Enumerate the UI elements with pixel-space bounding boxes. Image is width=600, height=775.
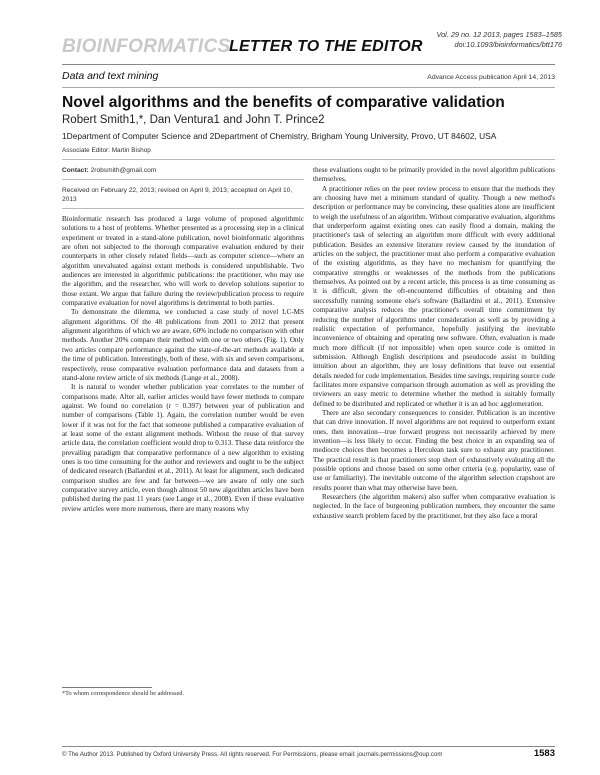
body-paragraph: these evaluations ought to be primarily provided in the novel algorithm publications themselves. [313,166,555,184]
contact-email[interactable]: 2robsmith@gmail.com [90,167,157,174]
contact-label: Contact: [62,167,89,174]
doi-link[interactable]: doi:10.1093/bioinformatics/btt176 [454,40,562,49]
affiliations: 1Department of Computer Science and 2Department of Chemistry, Brigham Young University, Provo, UT 84602, USA [62,131,497,141]
author-list: Robert Smith1,*, Dan Ventura1 and John T. Prince2 [62,114,325,126]
body-paragraph: There are also secondary consequences to consider. Publication is an incentive that can drive innovation. If novel algorithms are not required to outperform extant ones, then innovation—true forward progress not necessarily achieved by mere invention—is less likely to occur. Finding the best choice in an expanding sea of mediocre choices then becomes a Herculean task sure to exhaust any practitioner. The practical result is that practitioners stop short of exhaustively evaluating all the possible options and choose based on some other criteria (e.g. popularity, ease of use or familiarity). The inevitable outcome of the algorithm selection crapshoot are results poorer than what may otherwise have been. [313,408,555,492]
footnote-divider [62,687,152,688]
associate-editor: Associate Editor: Martin Bishop [62,147,151,154]
received-dates: Received on February 22, 2013; revised on April 9, 2013; accepted on April 10, 2013 [62,187,293,203]
article-type: LETTER TO THE EDITOR [229,38,423,55]
body-paragraph: To demonstrate the dilemma, we conducted a case study of novel LC-MS alignment algorithms. Of the 48 publications from 2001 to 2012 that present alignment algorithms of which we are aware, 60% include no comparison with other methods. Another 20% compare their method with one or two others (Fig. 1). Only two articles compare performance against the state-of-the-art methods available at the time of publication. Interestingly, both of these, with six and seven comparisons, respectively, reuse comparative evaluation performance data and datasets from a stand-alone review article of six methods (Lange et al., 2008). [62,308,304,382]
header-divider [62,64,555,65]
copyright-notice: © The Author 2013. Published by Oxford University Press. All rights reserved. For Permissions, please email: journals.permissions@oup.com [62,751,443,758]
advance-access-note: Advance Access publication April 14, 2013 [427,74,555,81]
journal-name: BIOINFORMATICS [62,36,231,57]
correspondence-footnote: *To whom correspondence should be addressed. [62,690,184,697]
volume-line: Vol. 29 no. 12 2013, pages 1583–1585 [436,30,562,39]
body-paragraph: Bioinformatic research has produced a large volume of proposed algorithmic solutions to a host of problems. Whether presented as a processing step in a clinical experiment or treated in a stand-alone publication, novel bioinformatic algorithms are often not subjected to the thorough comparative evaluation endured by their counterparts in other closely related fields—such as computer science—where an algorithm unevaluated against extant methods is considered unpublishable. Two audiences are interested in algorithmic publications: the practitioner, who may use the algorithm, and the researcher, who will work to develop solutions superior to those extant. We argue that failure during the review/publication process to require comparative evaluation for novel algorithms is detrimental to both parties. [62,215,304,308]
contact-divider [62,179,304,180]
body-paragraph: A practitioner relies on the peer review process to ensure that the methods they are choosing have met a minimum standard of quality. Though a new method's description or performance may be convincing, these qualities alone are insufficient to weigh the usefulness of an algorithm. Without comparative evaluation, algorithms that underperform against existing ones can easily flood a domain, making the practitioner's task of selecting an algorithm more difficult with every additional publication. Besides an extensive literature review caused by the inundation of articles on the subject, the practitioner must also perform a comparative evaluation of the existing algorithms, as they have no mechanism for quantifying the comparative strengths or weaknesses of the methods from the publications themselves. As pointed out by a recent article, this process is as time consuming as it is difficult, given the oft-encountered difficulties of obtaining and then successfully running someone else's software (Ballardini et al., 2011). Extensive comparative analysis reduces the practitioner's overall time commitment by reducing the number of algorithms under consideration as well as by providing a realistic expectation of performance, hopefully justifying the inevitable inconvenience of obtaining and operating new software. Often, evaluation is made much more difficult (if not impossible) when open source code is omitted in submission. Although English descriptions and pseudocode assist in building intuition about an algorithm, they are lossy definitions that leave out essential details needed for code implementation. Besides time savings, requiring source code facilitates more expansive comparison through automation as well as providing the reviewers an easy metric to determine whether the method is suitably formally defined to be distributed and replicated or whether it is an ad hoc agglomeration. [313,184,555,408]
title-divider [62,159,555,160]
volume-info [436,30,562,50]
footer-divider [62,746,555,747]
section-divider [62,87,555,88]
left-column [62,166,304,514]
body-paragraph: Researchers (the algorithm makers) also suffer when comparative evaluation is neglected. In the face of burgeoning publication numbers, they encounter the same exhaustive search problem faced by the practitioner, but they also face a moral [313,493,555,520]
right-column [313,166,555,521]
page-number: 1583 [533,748,555,759]
article-title: Novel algorithms and the benefits of comparative validation [62,94,505,111]
masthead [62,30,562,60]
section-label: Data and text mining [62,70,159,82]
body-paragraph: It is natural to wonder whether publication year correlates to the number of comparisons made. After all, earlier articles would have fewer methods to compare against. We found no correlation (r = 0.397) between year of publication and number of comparisons (Table 1). Again, the correlation number would be even lower if it was not for the fact that someone published a comparative evaluation of at least some of the extant alignment methods. Without the reuse of that survey article data, the correlation coefficient would drop to 0.313. These data reinforce the prevailing paradigm that comparative performance of a new algorithm to existing ones is too time consuming for the author and reviewers and ought to be the subject of dedicated research (Ballardini et al., 2011). At least for alignment, such dedicated comparison studies are few and far between—we are aware of only one such comparative survey article, even though almost 50 new algorithm articles have been published during the past 11 years (see Lange et al., 2008). Even if these evaluative review articles were more numerous, there are many reasons why [62,383,304,513]
dates-divider [62,208,304,209]
contact-line [62,166,304,175]
